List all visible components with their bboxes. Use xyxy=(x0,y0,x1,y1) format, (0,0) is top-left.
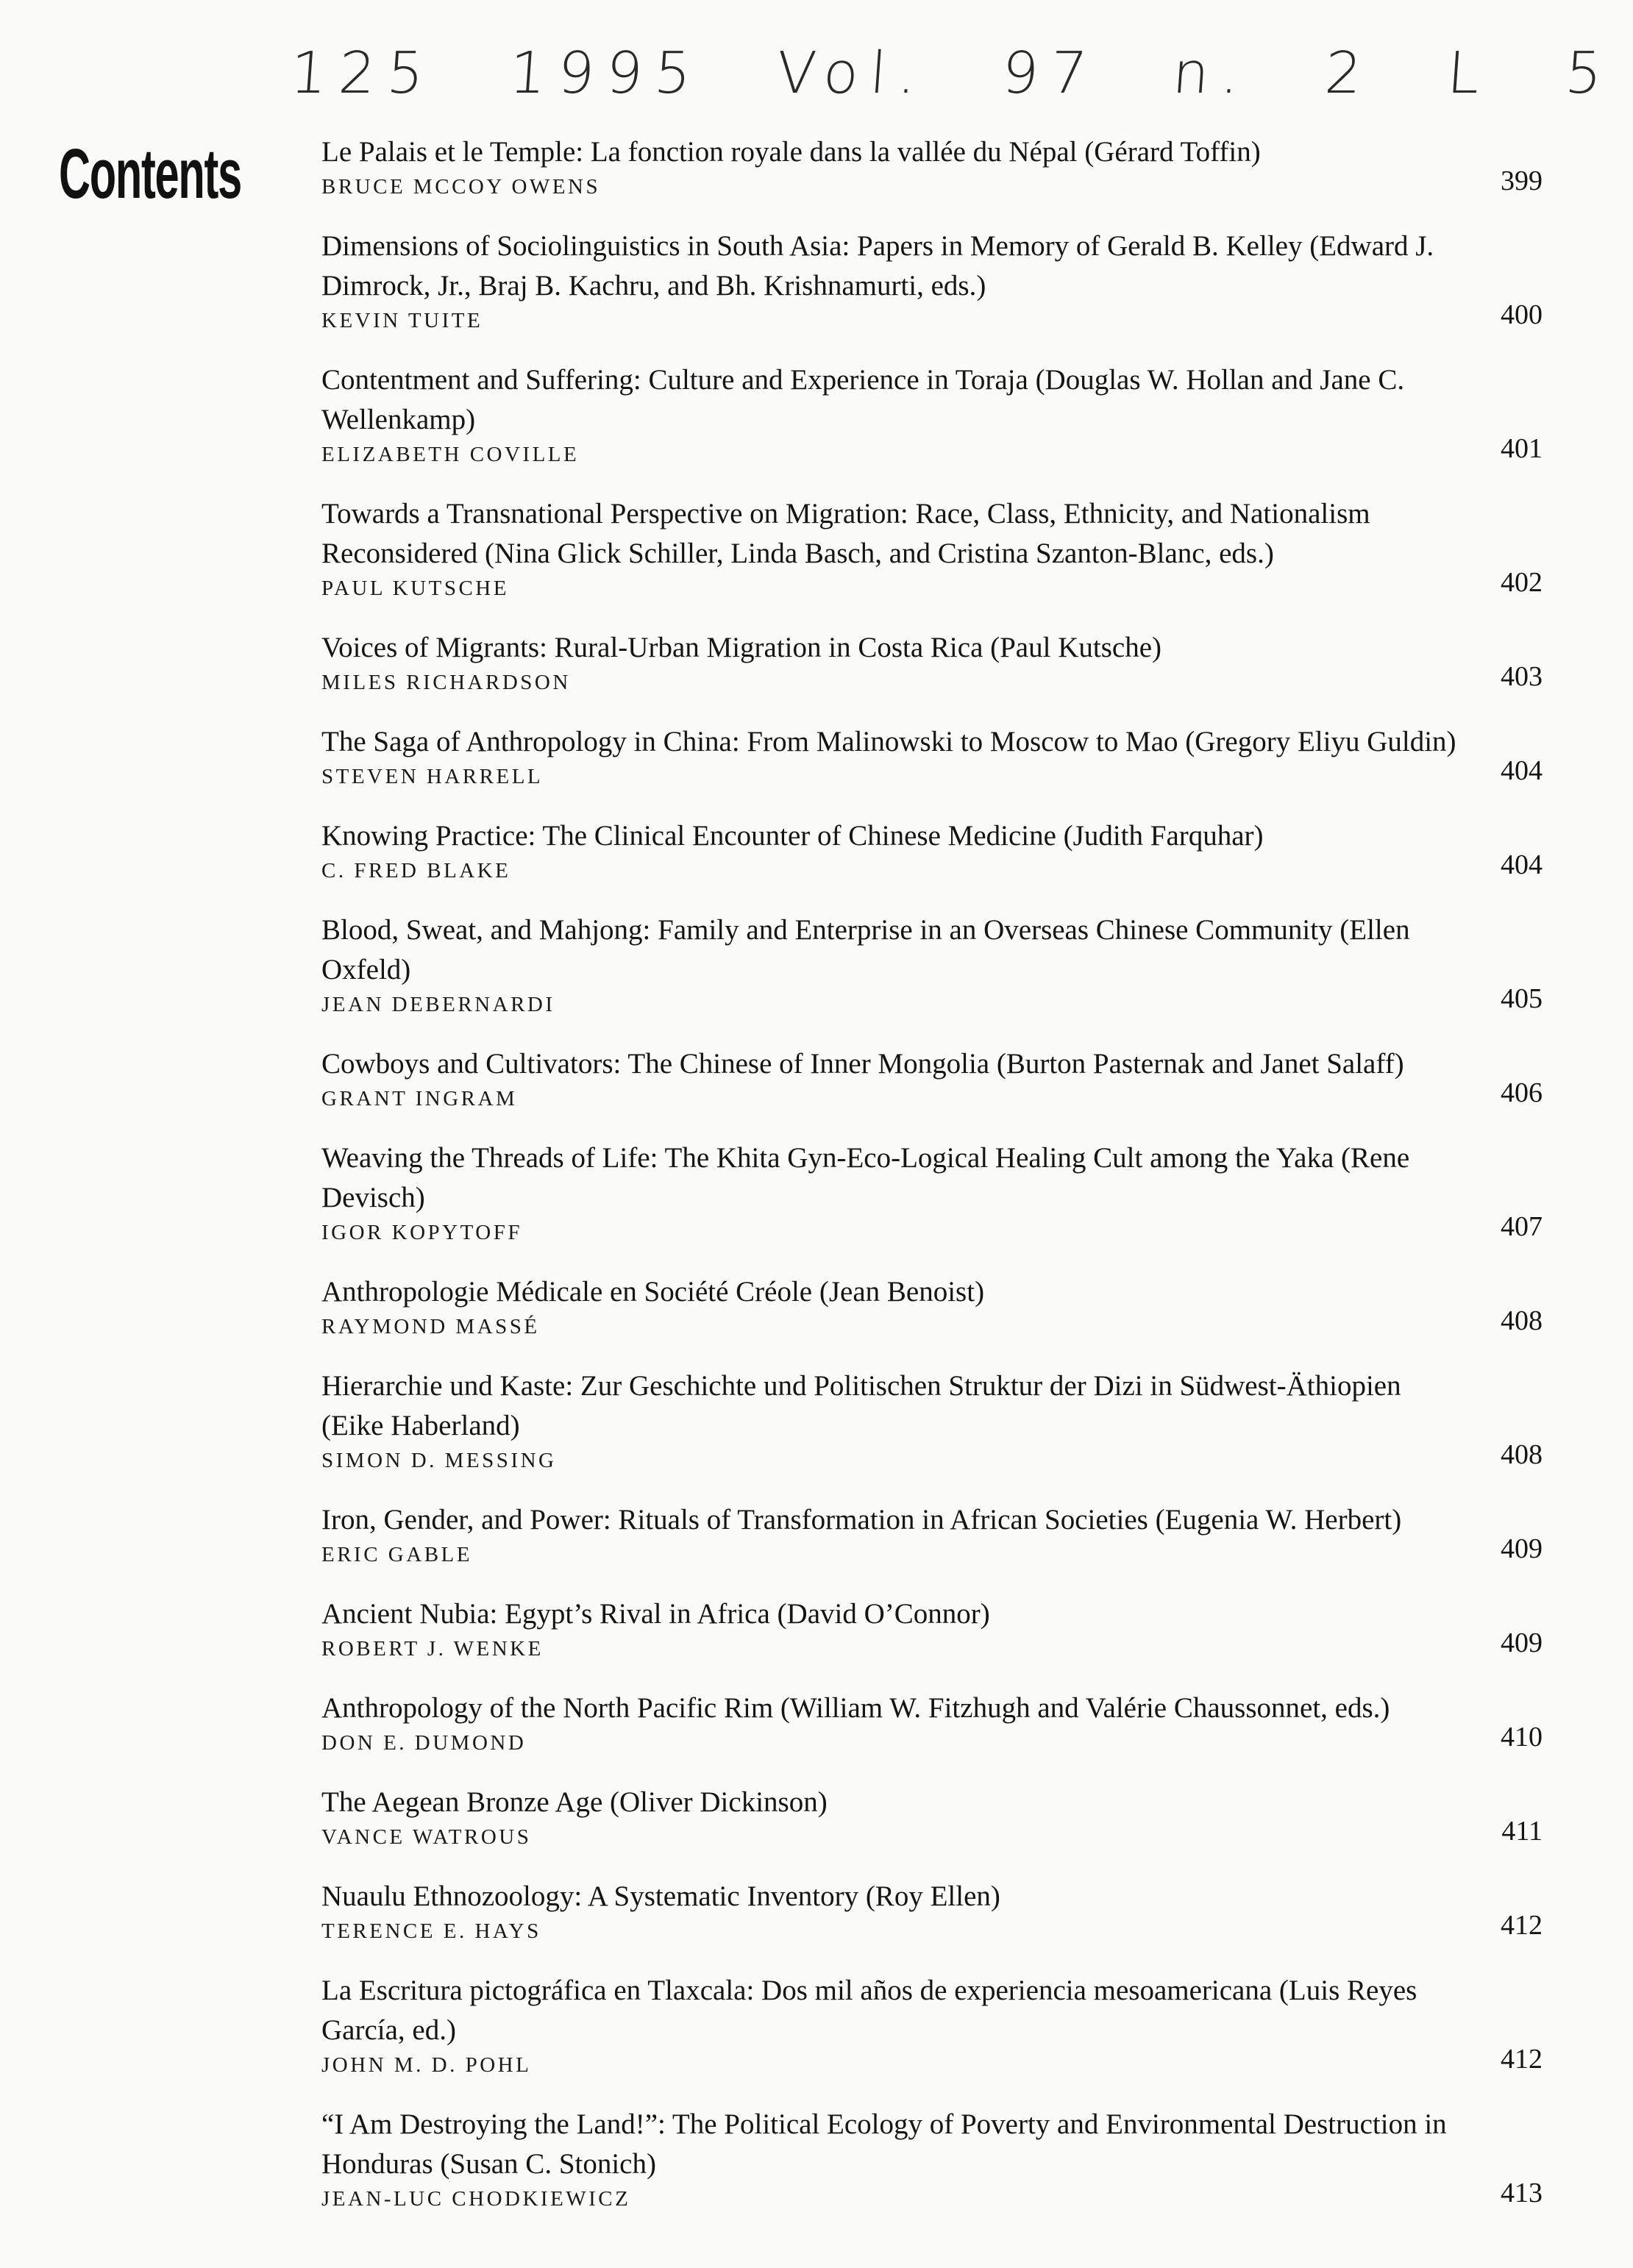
entry-page-number: 399 xyxy=(1501,165,1543,196)
entry-title: “I Am Destroying the Land!”: The Political Ecology of Poverty and Environmental Destruction in Honduras (Susan C. Stonich) xyxy=(321,2108,1447,2180)
contents-entry xyxy=(321,628,1572,697)
entry-page-number: 405 xyxy=(1501,983,1543,1014)
entry-page-number: 409 xyxy=(1501,1627,1543,1658)
entry-reviewer: ELIZABETH COVILLE xyxy=(321,443,580,466)
entry-title: Ancient Nubia: Egypt’s Rival in Africa (David O’Connor) xyxy=(321,1598,990,1630)
entry-reviewer: VANCE WATROUS xyxy=(321,1825,532,1849)
entry-title: Voices of Migrants: Rural-Urban Migration in Costa Rica (Paul Kutsche) xyxy=(321,632,1161,663)
entry-reviewer: ERIC GABLE xyxy=(321,1543,472,1566)
entry-page-number: 413 xyxy=(1501,2178,1543,2208)
contents-entry xyxy=(321,1594,1572,1663)
contents-list xyxy=(321,132,1572,2239)
entry-reviewer: BRUCE MCCOY OWENS xyxy=(321,175,601,199)
entry-reviewer: JEAN-LUC CHODKIEWICZ xyxy=(321,2187,631,2211)
entry-title: Le Palais et le Temple: La fonction royale dans la vallée du Népal (Gérard Toffin) xyxy=(321,136,1261,168)
entry-page-number: 404 xyxy=(1501,849,1543,880)
entry-page-number: 401 xyxy=(1501,433,1543,464)
contents-entry xyxy=(321,722,1572,791)
entry-page-number: 406 xyxy=(1501,1077,1543,1108)
contents-entry xyxy=(321,227,1572,335)
entry-page-number: 403 xyxy=(1501,661,1543,692)
entry-title: The Saga of Anthropology in China: From Malinowski to Moscow to Mao (Gregory Eliyu Guldin) xyxy=(321,726,1456,757)
contents-entry xyxy=(321,1783,1572,1852)
handwritten-annotation: 125 1995 Vol. 97 n. 2 L 5 xyxy=(288,40,1616,107)
entry-page-number: 407 xyxy=(1501,1211,1543,1242)
contents-entry xyxy=(321,910,1572,1019)
contents-entry xyxy=(321,2105,1572,2214)
entry-page-number: 404 xyxy=(1501,755,1543,786)
contents-entry xyxy=(321,494,1572,603)
entry-title: The Aegean Bronze Age (Oliver Dickinson) xyxy=(321,1786,828,1818)
entry-title: Dimensions of Sociolinguistics in South Asia: Papers in Memory of Gerald B. Kelley (Edward J. Dimrock, Jr., Braj B. Kachru, and Bh. Krishnamurti, eds.) xyxy=(321,230,1434,302)
entry-title: La Escritura pictográfica en Tlaxcala: Dos mil años de experiencia mesoamericana (Luis Reyes García, ed.) xyxy=(321,1975,1417,2046)
entry-page-number: 400 xyxy=(1501,299,1543,330)
entry-page-number: 411 xyxy=(1501,1816,1543,1847)
entry-reviewer: ROBERT J. WENKE xyxy=(321,1637,544,1661)
entry-title: Cowboys and Cultivators: The Chinese of Inner Mongolia (Burton Pasternak and Janet Salaff) xyxy=(321,1048,1404,1080)
contents-entry xyxy=(321,1044,1572,1113)
contents-entry xyxy=(321,1138,1572,1247)
contents-entry xyxy=(321,1366,1572,1475)
entry-reviewer: KEVIN TUITE xyxy=(321,309,483,332)
entry-reviewer: GRANT INGRAM xyxy=(321,1087,518,1110)
entry-title: Anthropology of the North Pacific Rim (William W. Fitzhugh and Valérie Chaussonnet, eds.) xyxy=(321,1692,1390,1724)
entry-page-number: 408 xyxy=(1501,1439,1543,1470)
entry-reviewer: SIMON D. MESSING xyxy=(321,1449,557,1472)
entry-page-number: 409 xyxy=(1501,1533,1543,1564)
entry-reviewer: TERENCE E. HAYS xyxy=(321,1919,541,1943)
entry-title: Blood, Sweat, and Mahjong: Family and Enterprise in an Overseas Chinese Community (Ellen Oxfeld) xyxy=(321,914,1410,985)
entry-page-number: 408 xyxy=(1501,1305,1543,1336)
entry-reviewer: DON E. DUMOND xyxy=(321,1731,527,1755)
entry-title: Iron, Gender, and Power: Rituals of Transformation in African Societies (Eugenia W. Herbert) xyxy=(321,1504,1402,1536)
entry-reviewer: JOHN M. D. POHL xyxy=(321,2053,532,2077)
entry-title: Towards a Transnational Perspective on Migration: Race, Class, Ethnicity, and Nationalism Reconsidered (Nina Glick Schiller, Linda Basch, and Cristina Szanton-Blanc, eds.) xyxy=(321,498,1370,569)
entry-page-number: 410 xyxy=(1501,1722,1543,1752)
entry-title: Knowing Practice: The Clinical Encounter of Chinese Medicine (Judith Farquhar) xyxy=(321,820,1264,852)
contents-entry xyxy=(321,1971,1572,2080)
entry-reviewer: IGOR KOPYTOFF xyxy=(321,1221,522,1244)
entry-reviewer: C. FRED BLAKE xyxy=(321,859,511,882)
entry-title: Contentment and Suffering: Culture and Experience in Toraja (Douglas W. Hollan and Jane C. Wellenkamp) xyxy=(321,364,1405,435)
entry-title: Nuaulu Ethnozoology: A Systematic Inventory (Roy Ellen) xyxy=(321,1880,1000,1912)
entry-page-number: 402 xyxy=(1501,567,1543,598)
entry-page-number: 412 xyxy=(1501,1910,1543,1941)
page-title: Contents xyxy=(59,135,241,213)
contents-entry xyxy=(321,1272,1572,1341)
entry-reviewer: MILES RICHARDSON xyxy=(321,671,571,694)
entry-reviewer: PAUL KUTSCHE xyxy=(321,577,509,600)
contents-entry xyxy=(321,1688,1572,1758)
entry-reviewer: JEAN DEBERNARDI xyxy=(321,993,555,1016)
entry-reviewer: STEVEN HARRELL xyxy=(321,765,544,788)
entry-title: Hierarchie und Kaste: Zur Geschichte und Politischen Struktur der Dizi in Südwest-Äthiopien (Eike Haberland) xyxy=(321,1370,1401,1441)
entry-page-number: 412 xyxy=(1501,2044,1543,2075)
contents-entry xyxy=(321,132,1572,202)
entry-title: Anthropologie Médicale en Société Créole (Jean Benoist) xyxy=(321,1276,985,1308)
contents-entry xyxy=(321,1877,1572,1946)
contents-entry xyxy=(321,816,1572,885)
contents-entry xyxy=(321,1500,1572,1569)
entry-title: Weaving the Threads of Life: The Khita Gyn-Eco-Logical Healing Cult among the Yaka (Rene Devisch) xyxy=(321,1142,1410,1213)
contents-entry xyxy=(321,360,1572,469)
entry-reviewer: RAYMOND MASSÉ xyxy=(321,1315,540,1338)
